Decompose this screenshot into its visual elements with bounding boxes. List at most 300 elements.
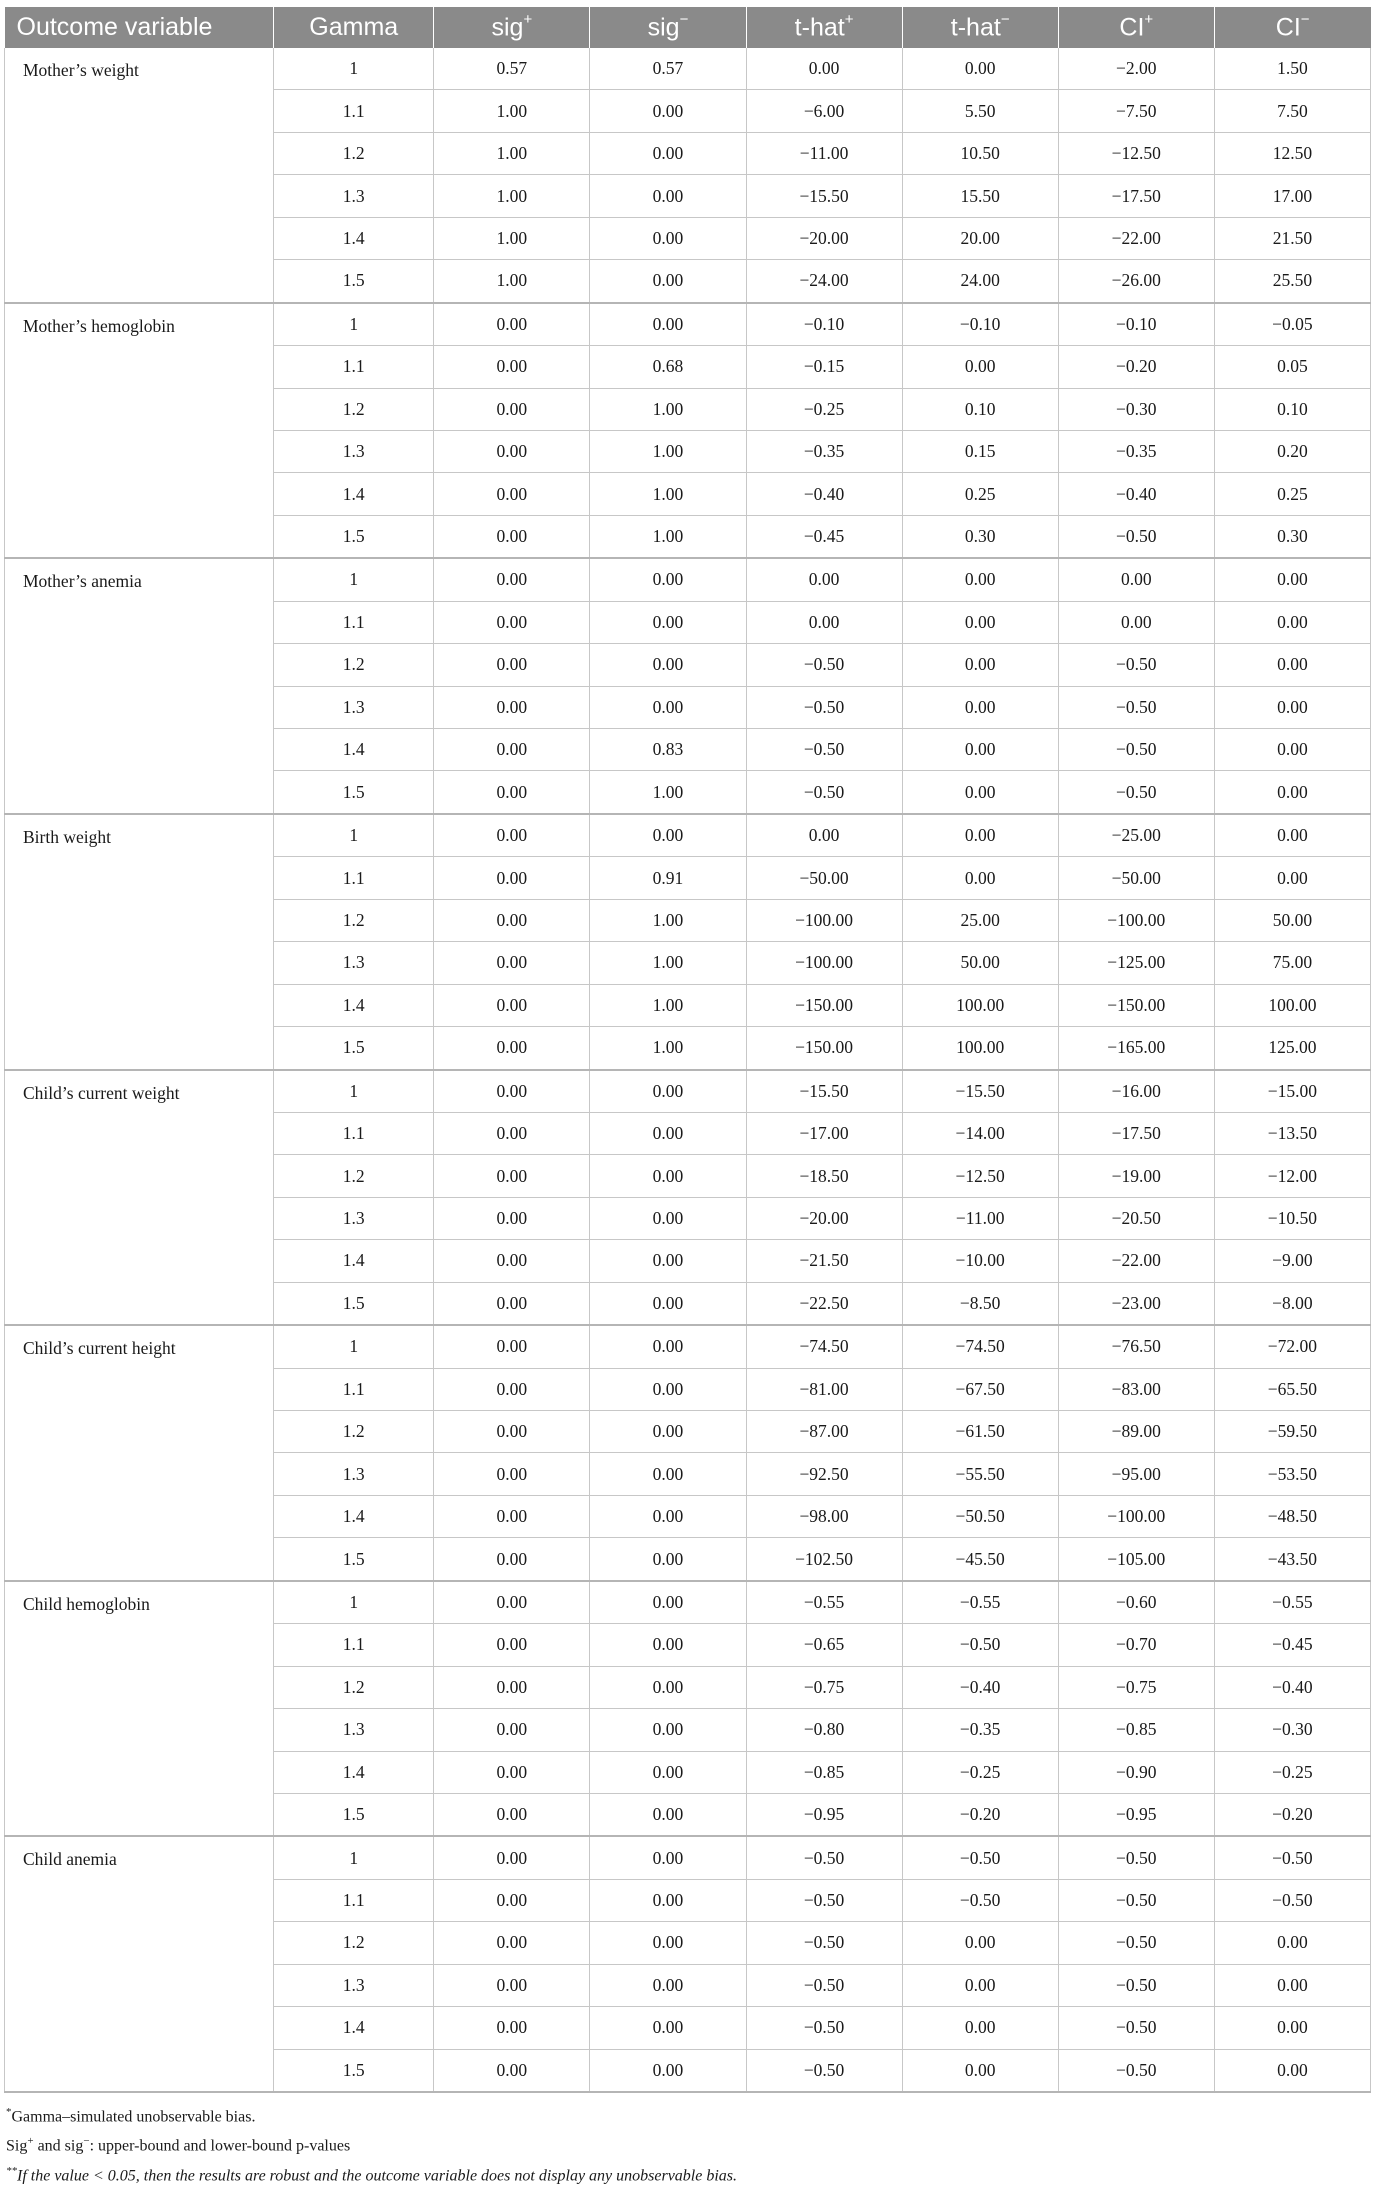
table-cell: 15.50 [902,175,1058,217]
header-sig-plus: sig+ [434,7,590,48]
table-cell: 0.00 [590,132,746,174]
table-cell: 0.57 [434,48,590,90]
table-cell: −0.50 [1058,1879,1214,1921]
table-cell: 0.00 [1214,857,1370,899]
table-cell: −0.85 [1058,1709,1214,1751]
table-cell: −8.00 [1214,1282,1370,1325]
table-cell: −16.00 [1058,1070,1214,1113]
table-cell: 0.00 [434,1411,590,1453]
table-cell: −55.50 [902,1453,1058,1495]
table-cell: −12.50 [1058,132,1214,174]
table-cell: −6.00 [746,90,902,132]
table-cell: −0.40 [1058,473,1214,515]
table-cell: −22.50 [746,1282,902,1325]
table-cell: −53.50 [1214,1453,1370,1495]
header-that-minus: t-hat− [902,7,1058,48]
table-cell: −15.50 [902,1070,1058,1113]
table-cell: −102.50 [746,1538,902,1581]
header-outcome-variable: Outcome variable [5,7,274,48]
table-cell: 1.3 [274,942,434,984]
table-cell: −15.50 [746,1070,902,1113]
table-cell: −0.50 [1058,771,1214,814]
table-cell: 50.00 [1214,899,1370,941]
table-cell: 0.00 [434,686,590,728]
table-cell: −0.50 [1214,1836,1370,1879]
table-cell: −0.50 [746,771,902,814]
table-cell: −74.50 [902,1325,1058,1368]
table-body [5,48,1371,2092]
table-cell: −26.00 [1058,260,1214,303]
table-cell: −12.00 [1214,1155,1370,1197]
table-cell: −0.25 [1214,1751,1370,1793]
table-cell: 1.4 [274,1240,434,1282]
table-cell: 1 [274,303,434,346]
table-cell: −0.95 [746,1793,902,1836]
table-cell: −165.00 [1058,1027,1214,1070]
table-cell: 0.00 [434,473,590,515]
table-row [5,303,1371,346]
table-cell: 0.00 [1214,2007,1370,2049]
table-cell: 0.00 [590,1751,746,1793]
table-cell: 0.00 [434,899,590,941]
table-cell: 1.00 [590,430,746,472]
header-row [5,7,1371,48]
table-cell: 17.00 [1214,175,1370,217]
table-cell: 1.5 [274,1793,434,1836]
table-cell: 7.50 [1214,90,1370,132]
table-cell: −10.50 [1214,1197,1370,1239]
table-cell: 0.00 [434,1751,590,1793]
outcome-variable-cell: Child hemoglobin [5,1581,274,1837]
table-cell: 0.00 [590,2007,746,2049]
table-cell: 1.00 [590,388,746,430]
table-cell: −17.50 [1058,175,1214,217]
table-cell: 1.5 [274,260,434,303]
table-cell: −83.00 [1058,1368,1214,1410]
table-cell: 0.00 [434,1538,590,1581]
table-cell: −105.00 [1058,1538,1214,1581]
table-cell: 0.00 [434,1624,590,1666]
table-cell: 1.00 [590,984,746,1026]
table-cell: 0.00 [434,388,590,430]
table-cell: −87.00 [746,1411,902,1453]
table-cell: −0.65 [746,1624,902,1666]
header-ci-plus: CI+ [1058,7,1214,48]
table-cell: 0.00 [434,2007,590,2049]
table-cell: −100.00 [1058,899,1214,941]
table-cell: −100.00 [746,942,902,984]
table-cell: 0.00 [1214,2049,1370,2092]
table-cell: 0.83 [590,729,746,771]
table-cell: 0.00 [590,1495,746,1537]
table-cell: 1.2 [274,1666,434,1708]
table-cell: 0.00 [1214,601,1370,643]
table-cell: 1.3 [274,430,434,472]
table-cell: −0.50 [902,1624,1058,1666]
table-cell: 1.4 [274,2007,434,2049]
table-cell: −0.40 [746,473,902,515]
table-cell: 0.00 [434,1836,590,1879]
table-cell: 1.4 [274,473,434,515]
table-cell: −0.25 [746,388,902,430]
table-cell: 1.1 [274,1879,434,1921]
table-cell: 0.00 [1214,1964,1370,2006]
outcome-variable-cell: Child anemia [5,1836,274,2092]
table-row [5,558,1371,601]
table-cell: 0.00 [902,558,1058,601]
table-cell: 0.00 [434,644,590,686]
table-cell: −8.50 [902,1282,1058,1325]
table-cell: 1.1 [274,1112,434,1154]
outcome-variable-cell: Child’s current height [5,1325,274,1581]
table-cell: −0.50 [1058,729,1214,771]
table-container [4,7,1371,2188]
table-cell: 0.57 [590,48,746,90]
table-cell: −0.35 [1058,430,1214,472]
outcome-variable-cell: Child’s current weight [5,1070,274,1326]
table-cell: 1.00 [590,899,746,941]
table-cell: −0.50 [1214,1879,1370,1921]
table-cell: 1.5 [274,2049,434,2092]
table-cell: 0.00 [1214,686,1370,728]
table-cell: −43.50 [1214,1538,1370,1581]
table-cell: −0.95 [1058,1793,1214,1836]
table-cell: 10.50 [902,132,1058,174]
table-cell: 0.00 [902,48,1058,90]
table-cell: 0.00 [590,260,746,303]
table-cell: 0.00 [1214,1922,1370,1964]
table-cell: −20.00 [746,217,902,259]
table-cell: −67.50 [902,1368,1058,1410]
table-cell: 0.25 [1214,473,1370,515]
table-cell: 1.00 [590,771,746,814]
table-cell: −89.00 [1058,1411,1214,1453]
table-cell: 1.5 [274,515,434,558]
table-cell: −59.50 [1214,1411,1370,1453]
table-cell: −22.00 [1058,1240,1214,1282]
table-cell: −0.50 [746,644,902,686]
table-cell: 1.00 [434,175,590,217]
table-cell: 0.00 [1214,558,1370,601]
table-cell: 0.00 [1058,601,1214,643]
table-cell: 0.00 [434,1240,590,1282]
table-cell: 1.3 [274,1453,434,1495]
footnote-robustness: **If the value < 0.05, then the results are robust and the outcome variable does not display any unobservable bias. [6,2164,738,2184]
table-cell: −61.50 [902,1411,1058,1453]
table-cell: −0.50 [902,1836,1058,1879]
table-cell: −0.50 [1058,1836,1214,1879]
table-cell: −0.35 [902,1709,1058,1751]
table-cell: 1.2 [274,1411,434,1453]
table-cell: 24.00 [902,260,1058,303]
table-cell: −0.40 [1214,1666,1370,1708]
table-footnotes [4,2100,1371,2188]
table-cell: −18.50 [746,1155,902,1197]
table-cell: 100.00 [902,1027,1058,1070]
table-cell: −81.00 [746,1368,902,1410]
table-cell: 1.5 [274,1282,434,1325]
table-cell: 1.4 [274,1751,434,1793]
table-cell: 1.4 [274,1495,434,1537]
table-cell: −0.20 [902,1793,1058,1836]
table-cell: 0.00 [434,558,590,601]
outcome-variable-cell: Mother’s hemoglobin [5,303,274,559]
table-cell: 0.00 [590,175,746,217]
table-cell: −45.50 [902,1538,1058,1581]
table-cell: 0.00 [590,1070,746,1113]
table-cell: 0.00 [434,984,590,1026]
table-cell: −0.85 [746,1751,902,1793]
table-cell: −17.00 [746,1112,902,1154]
table-cell: 0.00 [590,1240,746,1282]
table-cell: −0.10 [902,303,1058,346]
table-cell: 1.5 [274,1027,434,1070]
table-cell: 1.3 [274,1197,434,1239]
table-cell: −100.00 [1058,1495,1214,1537]
table-cell: 1.5 [274,771,434,814]
table-cell: 0.00 [746,814,902,857]
table-cell: 1.5 [274,1538,434,1581]
table-cell: −0.90 [1058,1751,1214,1793]
table-row [5,1836,1371,1879]
table-cell: −0.55 [902,1581,1058,1624]
table-cell: 21.50 [1214,217,1370,259]
table-cell: −150.00 [1058,984,1214,1026]
sensitivity-table [4,7,1371,2093]
table-cell: 0.00 [590,1453,746,1495]
table-cell: 0.00 [434,1325,590,1368]
table-cell: 0.00 [590,1538,746,1581]
table-cell: −0.05 [1214,303,1370,346]
table-cell: 0.00 [590,1368,746,1410]
table-cell: 0.00 [590,1836,746,1879]
table-cell: −0.45 [746,515,902,558]
table-cell: 1.2 [274,132,434,174]
table-cell: −0.50 [1058,2049,1214,2092]
table-cell: −2.00 [1058,48,1214,90]
table-cell: 0.00 [434,430,590,472]
table-cell: 1.00 [434,260,590,303]
table-cell: −20.00 [746,1197,902,1239]
table-cell: −0.30 [1058,388,1214,430]
table-cell: 0.00 [902,1964,1058,2006]
table-cell: −98.00 [746,1495,902,1537]
table-cell: 1.50 [1214,48,1370,90]
table-cell: 0.00 [902,2049,1058,2092]
table-cell: −0.50 [1058,1964,1214,2006]
table-cell: 0.00 [590,1282,746,1325]
table-cell: −20.50 [1058,1197,1214,1239]
table-cell: 0.00 [590,1581,746,1624]
table-cell: 0.00 [434,515,590,558]
table-cell: 0.05 [1214,346,1370,388]
table-cell: 1.2 [274,644,434,686]
table-cell: 0.00 [902,1922,1058,1964]
outcome-variable-cell: Mother’s anemia [5,558,274,814]
table-cell: 0.00 [434,2049,590,2092]
table-cell: 1 [274,1581,434,1624]
table-cell: 1.2 [274,899,434,941]
table-cell: −0.50 [746,1836,902,1879]
table-cell: 0.00 [590,1879,746,1921]
table-cell: 1 [274,814,434,857]
table-cell: 0.00 [902,644,1058,686]
table-cell: 0.00 [590,558,746,601]
table-cell: 75.00 [1214,942,1370,984]
table-cell: −72.00 [1214,1325,1370,1368]
table-cell: −0.70 [1058,1624,1214,1666]
table-cell: 1.00 [590,515,746,558]
table-cell: 0.00 [590,1155,746,1197]
table-row [5,814,1371,857]
table-cell: −13.50 [1214,1112,1370,1154]
table-cell: −0.25 [902,1751,1058,1793]
table-cell: 0.00 [590,686,746,728]
table-cell: 0.00 [590,303,746,346]
table-cell: 0.00 [590,1112,746,1154]
table-cell: 0.00 [1214,814,1370,857]
table-cell: 20.00 [902,217,1058,259]
table-cell: 0.10 [902,388,1058,430]
table-cell: 0.00 [590,814,746,857]
table-cell: 1.4 [274,217,434,259]
table-cell: −11.00 [746,132,902,174]
table-cell: 0.00 [902,2007,1058,2049]
table-cell: −92.50 [746,1453,902,1495]
table-cell: 0.00 [434,303,590,346]
table-cell: 1.4 [274,729,434,771]
table-cell: 50.00 [902,942,1058,984]
table-cell: 0.25 [902,473,1058,515]
table-cell: −0.50 [902,1879,1058,1921]
table-cell: −65.50 [1214,1368,1370,1410]
table-cell: 0.00 [434,1453,590,1495]
table-cell: −0.50 [1058,644,1214,686]
table-cell: 1.1 [274,601,434,643]
table-cell: 1 [274,1070,434,1113]
table-cell: −0.15 [746,346,902,388]
table-cell: 0.00 [590,1325,746,1368]
table-cell: 0.00 [434,1070,590,1113]
table-cell: 100.00 [902,984,1058,1026]
table-cell: 25.00 [902,899,1058,941]
table-cell: 0.00 [434,729,590,771]
table-cell: 0.00 [1214,644,1370,686]
table-cell: 0.00 [434,1922,590,1964]
table-cell: 1.3 [274,1964,434,2006]
table-cell: 0.00 [434,1581,590,1624]
table-cell: 0.00 [746,558,902,601]
table-cell: 0.15 [902,430,1058,472]
table-cell: 0.00 [590,601,746,643]
table-cell: −15.50 [746,175,902,217]
table-cell: −25.00 [1058,814,1214,857]
table-cell: 0.00 [1214,771,1370,814]
table-cell: −0.50 [746,1964,902,2006]
table-cell: −0.30 [1214,1709,1370,1751]
table-cell: −74.50 [746,1325,902,1368]
table-cell: −125.00 [1058,942,1214,984]
table-cell: 1.3 [274,686,434,728]
table-cell: 125.00 [1214,1027,1370,1070]
table-cell: −0.55 [1214,1581,1370,1624]
outcome-variable-cell: Birth weight [5,814,274,1070]
table-cell: 0.00 [590,90,746,132]
table-cell: 1.1 [274,857,434,899]
table-cell: 1 [274,1325,434,1368]
table-cell: 1.00 [590,473,746,515]
table-cell: 0.00 [434,346,590,388]
footnote-gamma: *Gamma–simulated unobservable bias. [6,2106,256,2126]
table-cell: −0.80 [746,1709,902,1751]
table-cell: −12.50 [902,1155,1058,1197]
table-cell: 0.00 [590,1964,746,2006]
table-cell: 1.4 [274,984,434,1026]
table-cell: −0.50 [746,686,902,728]
table-cell: −0.50 [1058,2007,1214,2049]
table-cell: 0.20 [1214,430,1370,472]
table-cell: 0.00 [434,1709,590,1751]
table-cell: −0.75 [746,1666,902,1708]
table-cell: 1.00 [434,132,590,174]
table-cell: −0.60 [1058,1581,1214,1624]
table-cell: −21.50 [746,1240,902,1282]
table-cell: 0.00 [902,601,1058,643]
table-cell: 1.2 [274,1922,434,1964]
table-cell: 0.00 [434,857,590,899]
table-cell: 1 [274,1836,434,1879]
table-cell: 0.00 [434,1666,590,1708]
table-cell: 0.00 [434,1879,590,1921]
table-cell: 0.00 [590,217,746,259]
table-cell: −150.00 [746,984,902,1026]
table-cell: −23.00 [1058,1282,1214,1325]
table-cell: 0.00 [434,814,590,857]
header-sig-minus: sig− [590,7,746,48]
table-cell: −0.50 [746,1922,902,1964]
table-cell: 0.10 [1214,388,1370,430]
footnote-sig: Sig+ and sig−: upper-bound and lower-bound p-values [6,2135,351,2155]
table-cell: 0.00 [902,814,1058,857]
table-cell: 0.00 [434,1155,590,1197]
header-that-plus: t-hat+ [746,7,902,48]
table-cell: −7.50 [1058,90,1214,132]
table-cell: 5.50 [902,90,1058,132]
table-cell: −0.50 [1058,686,1214,728]
table-cell: −95.00 [1058,1453,1214,1495]
table-cell: −0.40 [902,1666,1058,1708]
table-cell: 0.00 [434,1197,590,1239]
table-cell: 1.00 [434,90,590,132]
table-cell: 0.00 [746,601,902,643]
table-cell: −0.10 [746,303,902,346]
table-cell: −0.50 [1058,1922,1214,1964]
table-cell: −0.50 [746,2007,902,2049]
table-cell: 0.00 [590,644,746,686]
table-cell: 1.1 [274,90,434,132]
table-cell: −0.50 [1058,515,1214,558]
table-cell: −19.00 [1058,1155,1214,1197]
table-cell: −15.00 [1214,1070,1370,1113]
table-cell: −48.50 [1214,1495,1370,1537]
table-cell: 0.00 [590,1666,746,1708]
table-row [5,1581,1371,1624]
table-cell: 0.30 [1214,515,1370,558]
table-cell: 1.1 [274,1368,434,1410]
table-cell: −10.00 [902,1240,1058,1282]
table-cell: −100.00 [746,899,902,941]
table-cell: 0.00 [590,1411,746,1453]
